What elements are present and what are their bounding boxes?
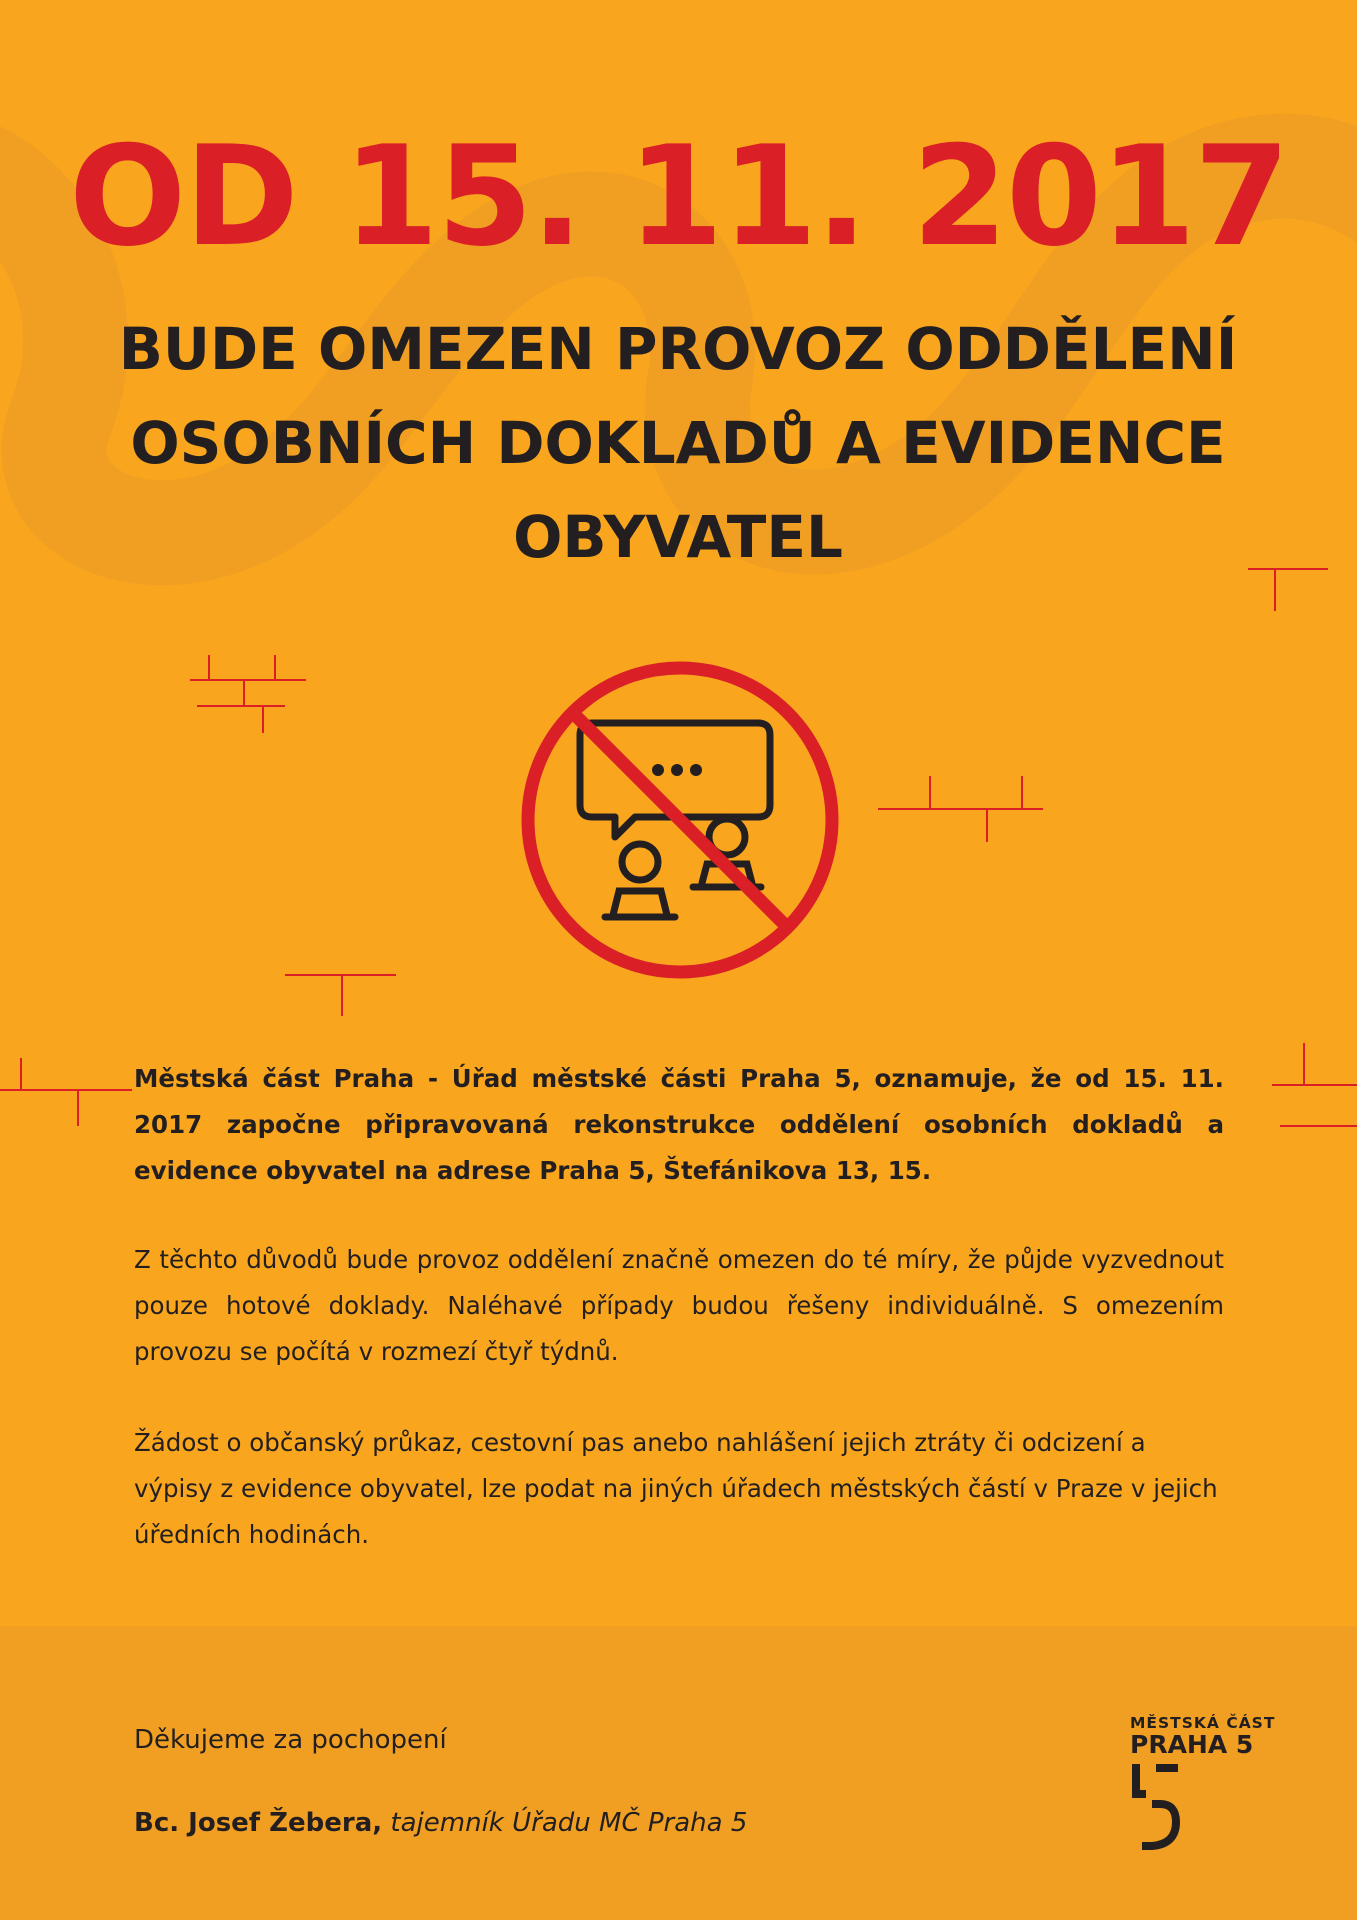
logo-line-2: PRAHA 5 xyxy=(1130,1730,1254,1759)
signature xyxy=(134,1808,747,1838)
signatory-name: Bc. Josef Žebera, xyxy=(134,1808,383,1838)
paragraph-announcement: Městská část Praha - Úřad městské části Praha 5, oznamuje, že od 15. 11. 2017 započne připravovaná rekonstrukce oddělení osobních dokladů a evidence obyvatel na adrese Praha 5, Štefánikova 13, 15. xyxy=(134,1064,1224,1185)
date-heading: OD 15. 11. 2017 xyxy=(68,116,1288,277)
person-icon xyxy=(605,819,761,917)
praha5-logo-mark-icon xyxy=(1130,1764,1180,1854)
notice-title-line-2: OSOBNÍCH DOKLADŮ A EVIDENCE xyxy=(130,409,1226,477)
paragraph-restrictions: Z těchto důvodů bude provoz oddělení značně omezen do té míry, že půjde vyzvednout pouze hotové doklady. Naléhavé případy budou řešeny individuálně. S omezením provozu se počítá v rozmezí čtyř týdnů. xyxy=(134,1245,1224,1366)
no-office-service-icon xyxy=(515,655,845,985)
notice-title-line-1: BUDE OMEZEN PROVOZ ODDĚLENÍ xyxy=(118,315,1238,383)
paragraph-alternatives: Žádost o občanský průkaz, cestovní pas anebo nahlášení jejich ztráty či odcizení a výpisy z evidence obyvatel, lze podat na jiných úřadech městských částí v Praze v jejich úředních hodinách. xyxy=(134,1428,1218,1549)
praha5-logo xyxy=(1130,1714,1290,1854)
notice-title-line-3: OBYVATEL xyxy=(513,503,843,571)
notice-title xyxy=(78,302,1278,584)
prohibition-sign-icon xyxy=(528,668,832,972)
ellipsis-dots xyxy=(652,764,702,776)
thanks-line: Děkujeme za pochopení xyxy=(134,1725,447,1755)
signatory-role: tajemník Úřadu MČ Praha 5 xyxy=(390,1808,748,1838)
logo-line-1: MĚSTSKÁ ČÁST xyxy=(1130,1714,1276,1732)
